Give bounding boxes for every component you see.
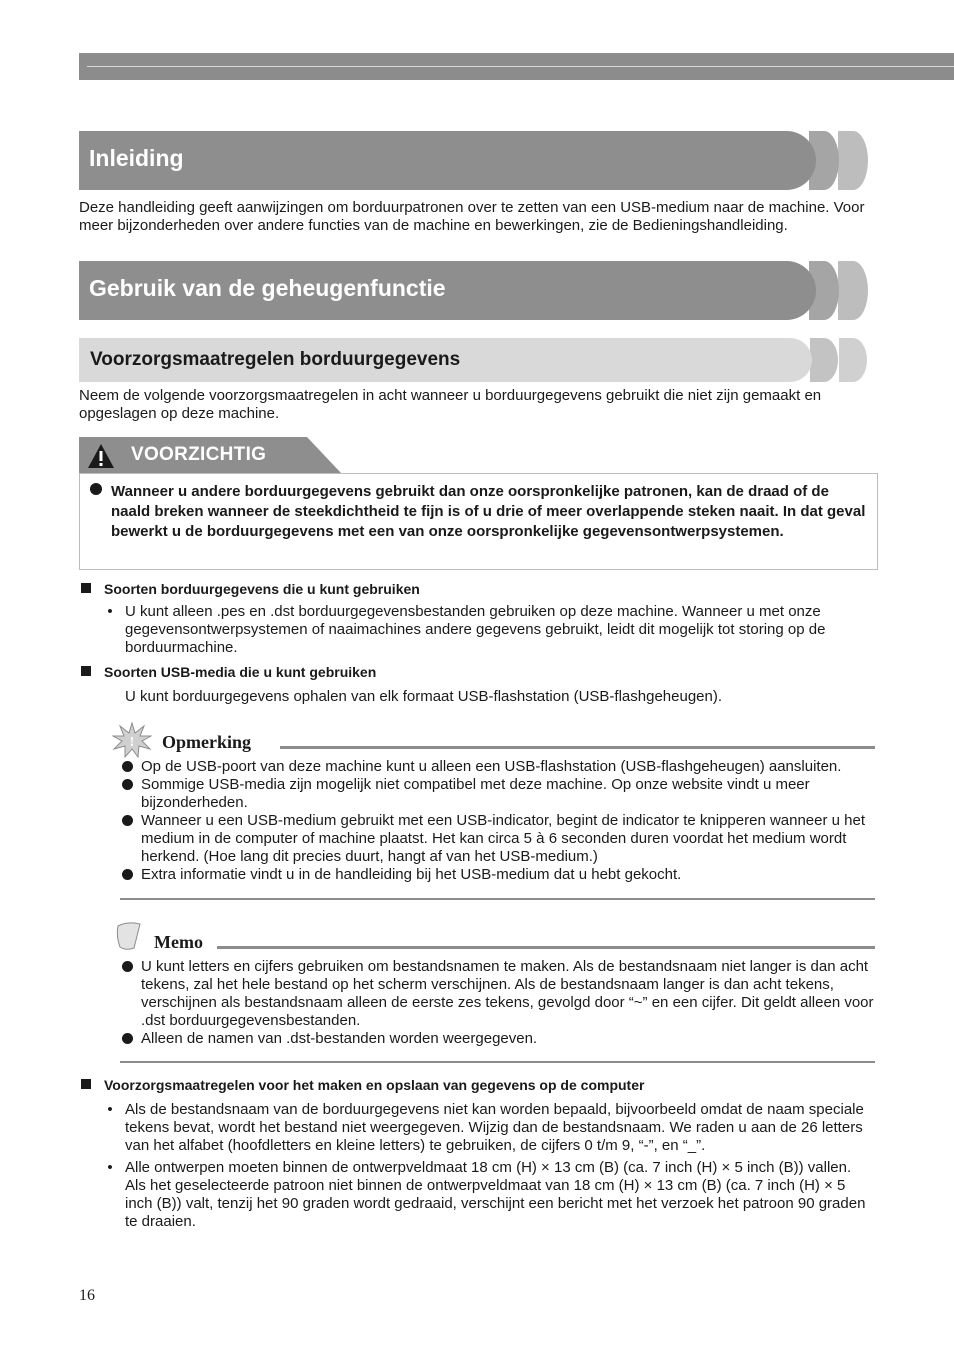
memo-end-rule [120, 1061, 875, 1063]
bullet-icon [122, 761, 133, 772]
square-bullet-icon [81, 1079, 91, 1089]
caution-box [79, 473, 878, 570]
section-heading-computer [81, 1077, 644, 1093]
list-item-text: Als de bestandsnaam van de borduurgegevens niet kan worden bepaald, bijvoorbeeld omdat de naam speciale tekens bevat, wordt het bestand niet weergegeven. Wijzig dan de bestandsnaam. We raden u aan de 26 letters van het alfabet (hoofdletters en kleine letters) te gebruiken, de cijfers 0 t/m 9, “-”, en “_”. [125, 1101, 864, 1154]
memo-item [120, 1030, 877, 1048]
section-heading-usb [81, 664, 376, 680]
bullet-icon [122, 815, 133, 826]
opmerking-item-text: Extra informatie vindt u in de handleiding bij het USB-medium dat u hebt gekocht. [141, 866, 682, 883]
section-heading-computer-text: Voorzorgsmaatregelen voor het maken en opslaan van gegevens op de computer [104, 1077, 645, 1093]
subheading-decoration [839, 338, 867, 382]
square-bullet-icon [81, 666, 91, 676]
svg-text:!: ! [129, 735, 135, 750]
top-header-bar [79, 53, 954, 80]
memo-rule [217, 946, 875, 949]
opmerking-label: Opmerking [162, 732, 252, 752]
memo-note-icon [112, 920, 148, 952]
caution-label: VOORZICHTIG [131, 444, 267, 465]
section-heading-types-text: Soorten borduurgegevens die u kunt gebruiken [104, 581, 420, 597]
list-item-text: Als het geselecteerde patroon niet binnen de ontwerpveldmaat van 18 cm (H) × 13 cm (B) (ca. 7 inch (H) × 5 inch (B)) valt, tenzij het 90 graden wordt gedraaid, verschijnt een bericht met het verzoek het patroon 90 graden te draaien. [125, 1177, 866, 1230]
memo-header [112, 920, 875, 960]
bullet-icon [122, 961, 133, 972]
usb-text: U kunt borduurgegevens ophalen van elk formaat USB-flashstation (USB-flashgeheugen). [125, 688, 723, 705]
subheading-decoration [810, 338, 838, 382]
subheading-voorzorgsmaatregelen [79, 338, 869, 382]
opmerking-list [120, 758, 877, 884]
list-item [105, 603, 875, 657]
heading-inleiding-title: Inleiding [89, 145, 184, 171]
memo-item-text: Alleen de namen van .dst-bestanden worden weergegeven. [141, 1030, 538, 1047]
memo-list [120, 958, 877, 1048]
subheading-title: Voorzorgsmaatregelen borduurgegevens [90, 349, 461, 370]
dot-bullet-icon: • [107, 1101, 113, 1118]
list-item [105, 1159, 875, 1231]
section-heading-types [81, 581, 420, 597]
dot-bullet-icon: • [107, 603, 113, 620]
opmerking-item [120, 866, 877, 884]
bullet-icon [122, 1033, 133, 1044]
memo-item [120, 958, 877, 1030]
heading-bar [79, 131, 816, 190]
list-item-text: U kunt alleen .pes en .dst borduurgegevensbestanden gebruiken op deze machine. Wanneer u met onze gegevensontwerpsystemen of naaimachines andere gegevens gebruikt, leidt dit mogelijk tot storing op de borduurmachine. [125, 603, 826, 656]
heading-geheugenfunctie [79, 261, 874, 320]
bullet-icon [122, 779, 133, 790]
opmerking-header [112, 722, 875, 762]
memo-label: Memo [154, 932, 203, 952]
opmerking-item-text: Wanneer u een USB-medium gebruikt met een USB-indicator, begint de indicator te knipperen wanneer u het medium in de computer of machine plaatst. Het kan circa 5 à 6 seconden duren voordat het medium wordt herkend. (Hoe lang dit precies duurt, hangt af van het USB-medium.) [141, 812, 866, 865]
caution-tab [79, 437, 341, 473]
section-heading-usb-text: Soorten USB-media die u kunt gebruiken [104, 664, 377, 680]
heading-inleiding [79, 131, 874, 190]
opmerking-item-text: Sommige USB-media zijn mogelijk niet compatibel met deze machine. Op onze website vindt u meer bijzonderheden. [141, 776, 810, 811]
opmerking-item [120, 812, 877, 866]
intro-paragraph: Deze handleiding geeft aanwijzingen om borduurpatronen over te zetten van een USB-medium naar de machine. Voor meer bijzonderheden over andere functies van de machine en bewerkingen, zie de Bedieningshandleiding. [79, 199, 865, 234]
square-bullet-icon [81, 583, 91, 593]
heading-decoration [838, 131, 868, 190]
list-item [105, 1101, 875, 1155]
opmerking-item [120, 776, 877, 812]
precaution-intro: Neem de volgende voorzorgsmaatregelen in acht wanneer u borduurgegevens gebruikt die niet zijn gemaakt en opgeslagen op deze machine. [79, 387, 822, 422]
heading-geheugenfunctie-title: Gebruik van de geheugenfunctie [89, 275, 446, 301]
dot-bullet-icon: • [107, 1159, 113, 1176]
memo-item-text: U kunt letters en cijfers gebruiken om bestandsnamen te maken. Als de bestandsnaam niet langer is dan acht tekens, zal het hele bestand op het scherm verschijnen. Als de bestandsnaam langer is dan acht tekens, verschijnen als bestandsnaam alleen de eerste zes tekens, gevolgd door “~” en een cijfer. Dit geldt alleen voor .dst borduurgegevensbestanden. [141, 958, 874, 1029]
page-number: 16 [79, 1287, 95, 1304]
header-line [87, 66, 954, 67]
bullet-icon [90, 483, 102, 495]
caution-text: Wanneer u andere borduurgegevens gebruikt dan onze oorspronkelijke patronen, kan de draad of de naald breken wanneer de steekdichtheid te fijn is of u drie of meer overlappende steken naait. In dat geval bewerkt u de borduurgegevens met een van onze oorspronkelijke gegevensontwerpsystemen. [111, 483, 866, 540]
opmerking-end-rule [120, 898, 875, 900]
heading-decoration [838, 261, 868, 320]
opmerking-rule [280, 746, 875, 749]
list-item-text: Alle ontwerpen moeten binnen de ontwerpveldmaat 18 cm (H) × 13 cm (B) (ca. 7 inch (H) × 5 inch (B)) vallen. [125, 1159, 852, 1176]
bullet-icon [122, 869, 133, 880]
opmerking-item-text: Op de USB-poort van deze machine kunt u alleen een USB-flashstation (USB-flashgeheugen) aansluiten. [141, 758, 842, 775]
opmerking-item [120, 758, 877, 776]
opmerking-burst-icon [112, 722, 152, 758]
